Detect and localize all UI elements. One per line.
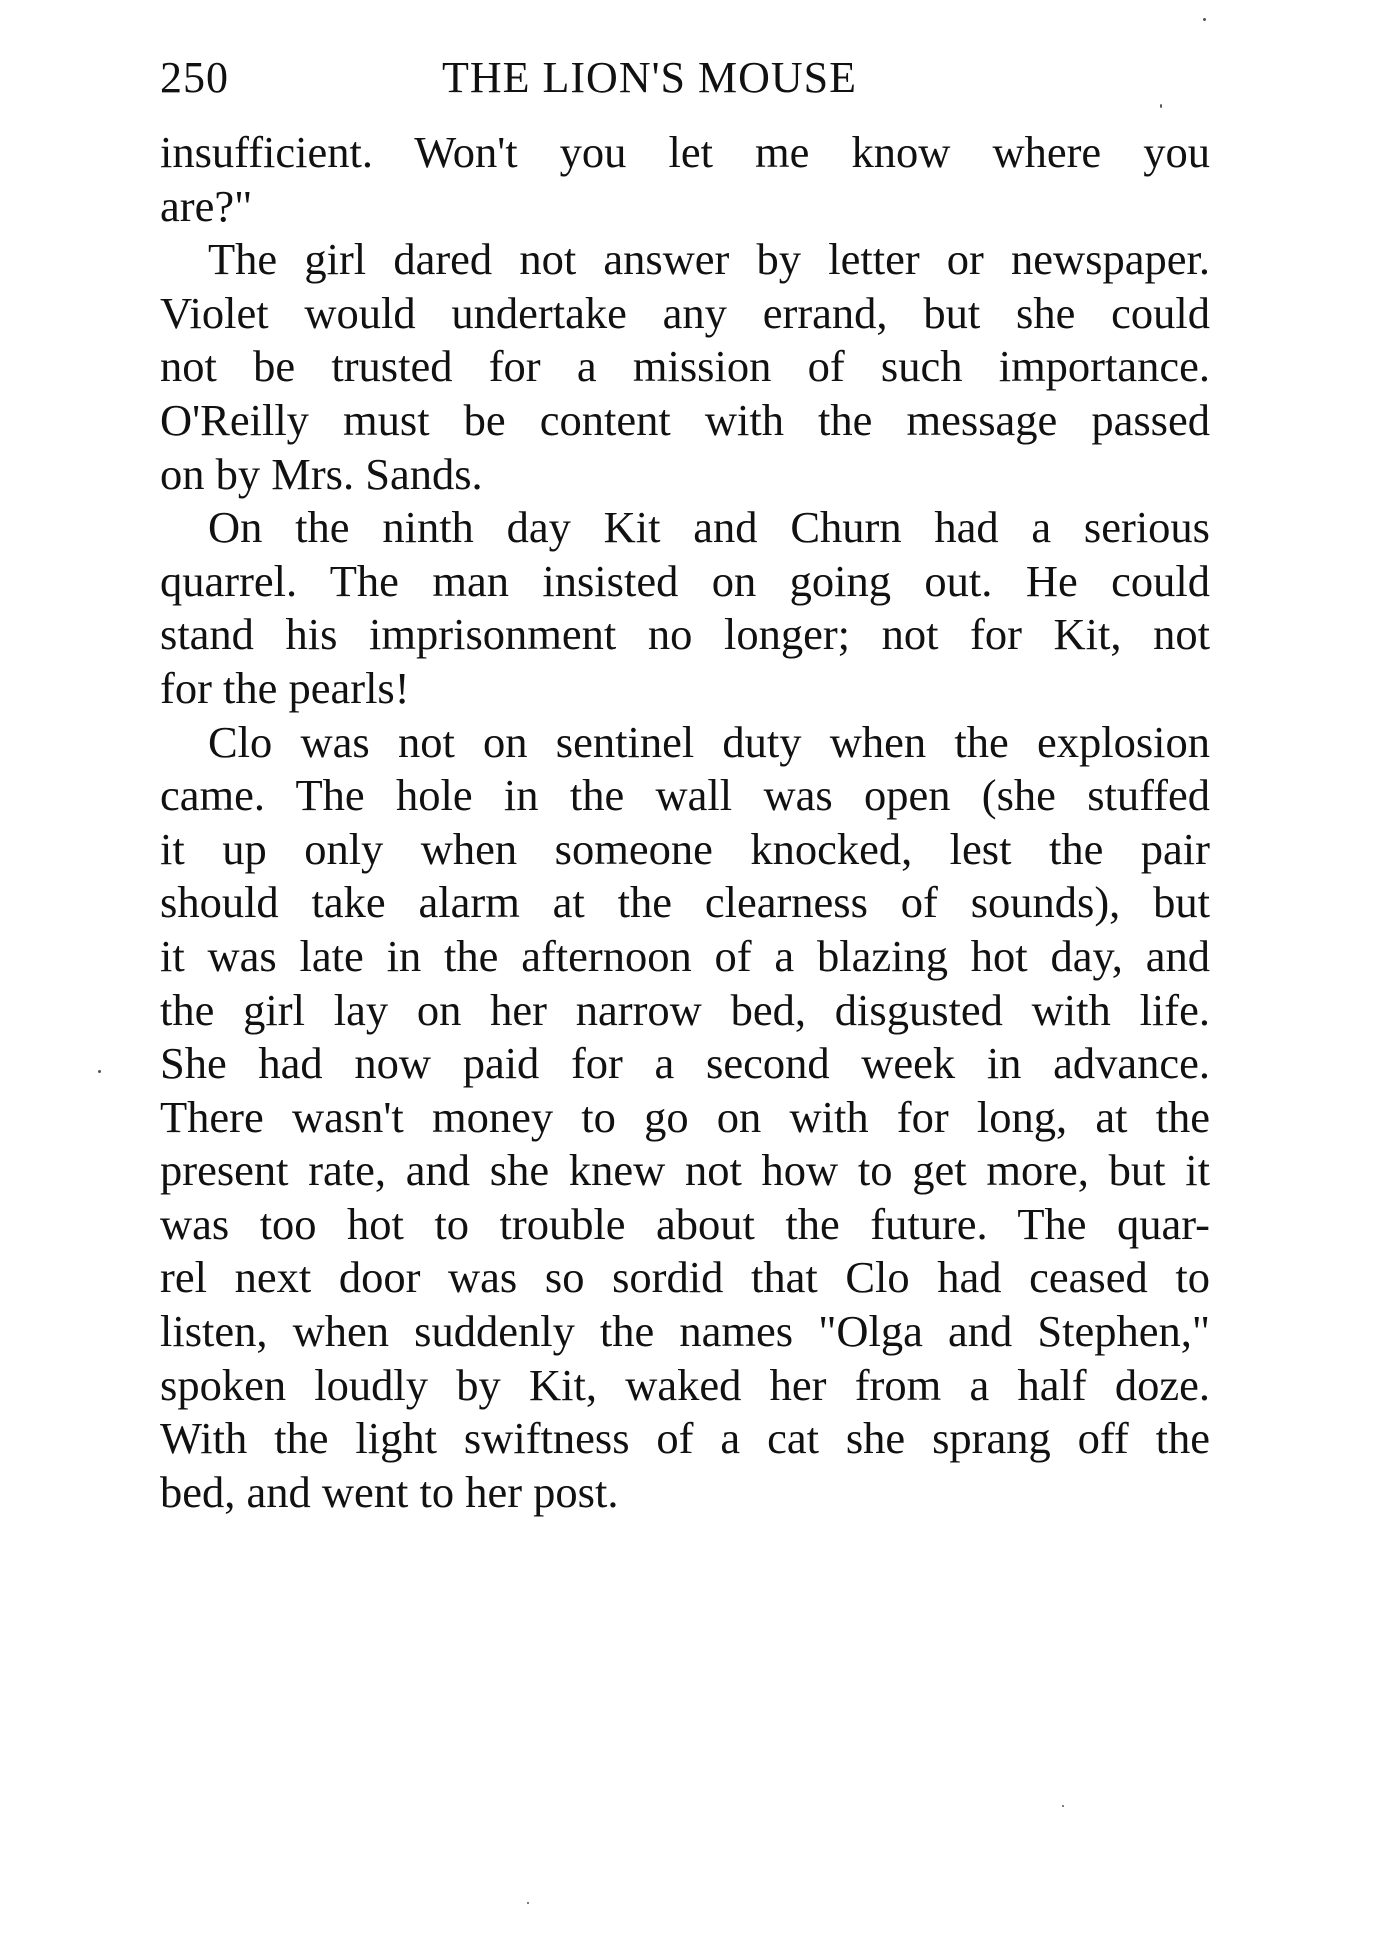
text-line: She had now paid for a second week in advance. <box>160 1038 1210 1089</box>
text-line: was too hot to trouble about the future. The quar- <box>160 1198 1210 1249</box>
scan-speck <box>1160 104 1162 108</box>
page-number: 250 <box>160 53 229 102</box>
text-line: the girl lay on her narrow bed, disgusted with life. <box>160 984 1210 1035</box>
text-line: listen, when suddenly the names "Olga and Stephen," <box>160 1306 1210 1357</box>
text-line: it was late in the afternoon of a blazing hot day, and <box>160 930 1210 981</box>
running-head <box>160 48 1210 108</box>
text-line: rel next door was so sordid that Clo had ceased to <box>160 1252 1210 1303</box>
text-line: quarrel. The man insisted on going out. He could <box>160 555 1210 606</box>
text-line: The girl dared not answer by letter or newspaper. <box>208 234 1210 285</box>
text-line: for the pearls! <box>160 662 410 713</box>
text-line: bed, and went to her post. <box>160 1466 619 1517</box>
text-line: On the ninth day Kit and Churn had a serious <box>208 502 1210 553</box>
text-line: stand his imprisonment no longer; not for Kit, not <box>160 609 1210 660</box>
text-line: spoken loudly by Kit, waked her from a half doze. <box>160 1359 1210 1410</box>
text-line: on by Mrs. Sands. <box>160 448 483 499</box>
text-line: are?" <box>160 180 253 231</box>
scan-speck <box>98 1070 101 1073</box>
text-line: came. The hole in the wall was open (she stuffed <box>160 770 1210 821</box>
text-line: present rate, and she knew not how to get more, but it <box>160 1145 1210 1196</box>
text-line: O'Reilly must be content with the message passed <box>160 394 1210 445</box>
text-line: Violet would undertake any errand, but she could <box>160 287 1210 338</box>
scan-speck <box>1062 1805 1064 1807</box>
text-line: should take alarm at the clearness of sounds), but <box>160 877 1210 928</box>
scan-speck <box>1203 18 1206 21</box>
book-title: THE LION'S MOUSE <box>442 53 858 102</box>
text-line: With the light swiftness of a cat she sprang off the <box>160 1413 1210 1464</box>
body-text <box>160 126 1210 1519</box>
text-line: There wasn't money to go on with for long, at the <box>160 1091 1210 1142</box>
text-line: Clo was not on sentinel duty when the explosion <box>208 716 1210 767</box>
text-line: insufficient. Won't you let me know where you <box>160 127 1210 177</box>
scan-speck <box>527 1902 529 1904</box>
text-line: it up only when someone knocked, lest the pair <box>160 823 1210 874</box>
text-line: not be trusted for a mission of such importance. <box>160 341 1210 392</box>
